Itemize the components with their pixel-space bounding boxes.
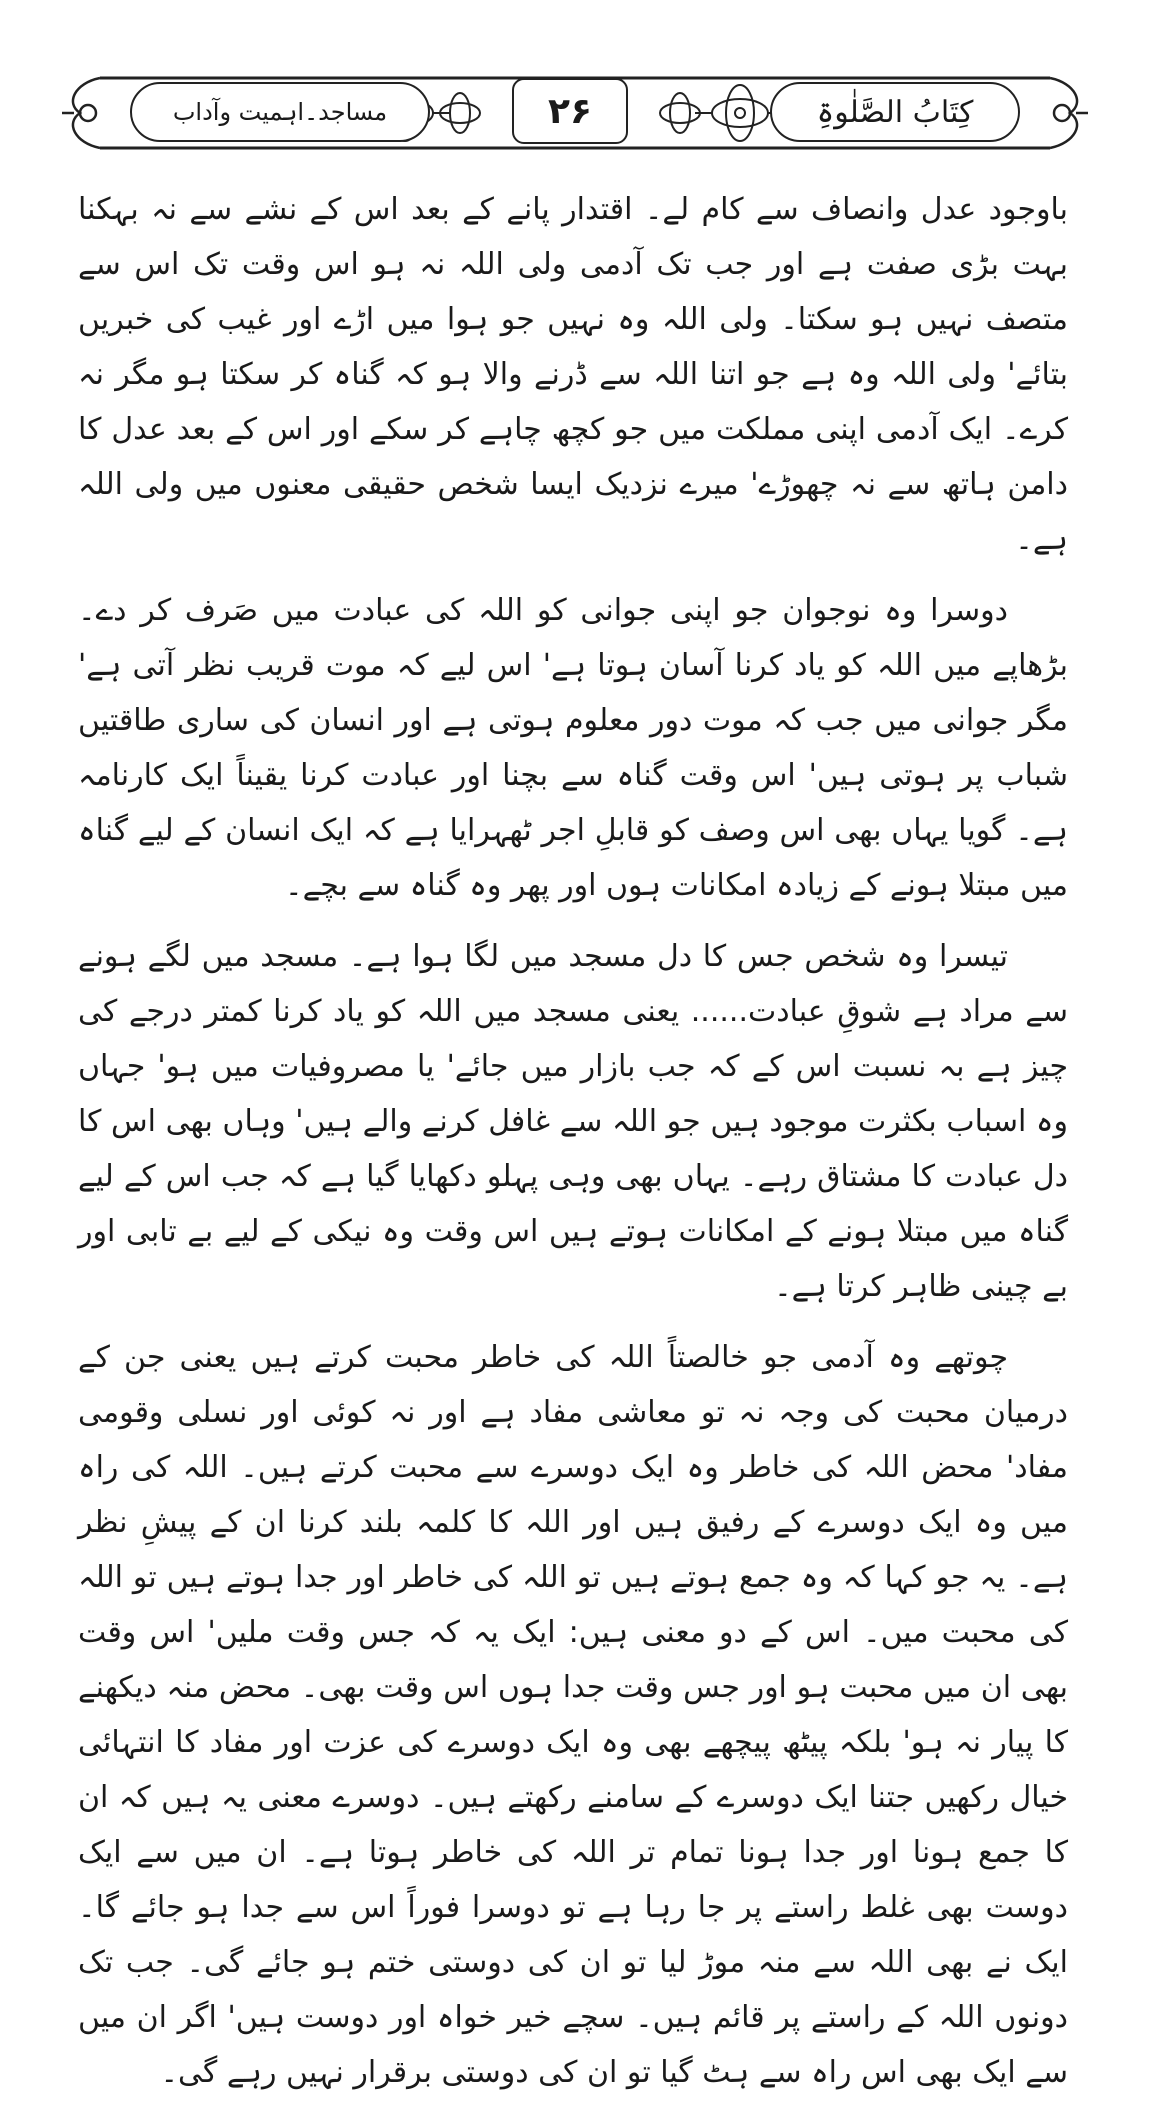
paragraph-1: باوجود عدل وانصاف سے کام لے۔ اقتدار پانے کے بعد اس کے نشے سے نہ بہکنا بہت بڑی صفت ہے اور جب تک آدمی ولی اللہ نہ ہو اس وقت تک اس سے متصف نہیں ہو سکتا۔ ولی اللہ وہ نہیں جو ہوا میں اڑے اور غیب کی خبریں بتائے' ولی اللہ وہ ہے جو اتنا اللہ سے ڈرنے والا ہو کہ گناہ کر سکتا ہو مگر نہ کرے۔ ایک آدمی اپنی مملکت میں جو کچھ چاہے کر سکے اور اس کے بعد عدل کا دامن ہاتھ سے نہ چھوڑے' میرے نزدیک ایسا شخص حقیقی معنوں میں ولی اللہ ہے۔ xyxy=(78,192,1068,557)
book-title-frame xyxy=(770,82,1020,142)
paragraph-2: دوسرا وہ نوجوان جو اپنی جوانی کو اللہ کی عبادت میں صَرف کر دے۔ بڑھاپے میں اللہ کو یاد کرنا آسان ہوتا ہے' اس لیے کہ موت قریب نظر آتی ہے' مگر جوانی میں جب کہ موت دور معلوم ہوتی ہے اور انسان کی ساری طاقتیں شباب پر ہوتی ہیں' اس وقت گناہ سے بچنا اور عبادت کرنا یقیناً ایک کارنامہ ہے۔ گویا یہاں بھی اس وصف کو قابلِ اجر ٹھہرایا ہے کہ ایک انسان کے لیے گناہ میں مبتلا ہونے کے زیادہ امکانات ہوں اور پھر وہ گناہ سے بچے۔ xyxy=(78,593,1068,903)
page-number: ۲۶ xyxy=(548,90,592,132)
section-title-frame xyxy=(130,82,430,142)
body-text xyxy=(78,182,1068,2116)
page-number-frame xyxy=(512,78,628,144)
page-header xyxy=(60,58,1090,168)
section-title: مساجد۔اہمیت وآداب xyxy=(172,98,388,126)
book-title: کِتَابُ الصَّلٰوۃِ xyxy=(816,94,974,130)
paragraph-3: تیسرا وہ شخص جس کا دل مسجد میں لگا ہوا ہے۔ مسجد میں لگے ہونے سے مراد ہے شوقِ عبادت...... یعنی مسجد میں اللہ کو یاد کرنا کمتر درجے کی چیز ہے بہ نسبت اس کے کہ جب بازار میں جائے' یا مصروفیات میں ہو' جہاں وہ اسباب بکثرت موجود ہیں جو اللہ سے غافل کرنے والے ہیں' وہاں بھی اس کا دل عبادت کا مشتاق رہے۔ یہاں بھی وہی پہلو دکھایا گیا ہے کہ جب اس کے لیے گناہ میں مبتلا ہونے کے امکانات ہوتے ہیں اس وقت وہ نیکی کے لیے بے تابی اور بے چینی ظاہر کرتا ہے۔ xyxy=(78,939,1068,1304)
paragraph-4: چوتھے وہ آدمی جو خالصتاً اللہ کی خاطر محبت کرتے ہیں یعنی جن کے درمیان محبت کی وجہ نہ تو معاشی مفاد ہے اور نہ کوئی اور نسلی وقومی مفاد' محض اللہ کی خاطر وہ ایک دوسرے سے محبت کرتے ہیں۔ اللہ کی راہ میں وہ ایک دوسرے کے رفیق ہیں اور اللہ کا کلمہ بلند کرنا ان کے پیشِ نظر ہے۔ یہ جو کہا کہ وہ جمع ہوتے ہیں تو اللہ کی خاطر اور جدا ہوتے ہیں تو اللہ کی محبت میں۔ اس کے دو معنی ہیں: ایک یہ کہ جس وقت ملیں' اس وقت بھی ان میں محبت ہو اور جس وقت جدا ہوں اس وقت بھی۔ محض منہ دیکھنے کا پیار نہ ہو' بلکہ پیٹھ پیچھے بھی وہ ایک دوسرے کی عزت اور مفاد کا انتہائی خیال رکھیں جتنا ایک دوسرے کے سامنے رکھتے ہیں۔ دوسرے معنی یہ ہیں کہ ان کا جمع ہونا اور جدا ہونا تمام تر اللہ کی خاطر ہوتا ہے۔ ان میں سے ایک دوست بھی غلط راستے پر جا رہا ہے تو دوسرا فوراً اس سے جدا ہو جائے گا۔ ایک نے بھی اللہ سے منہ موڑ لیا تو ان کی دوستی ختم ہو جائے گی۔ جب تک دونوں اللہ کے راستے پر قائم ہیں۔ سچے خیر خواہ اور دوست ہیں' اگر ان میں سے ایک بھی اس راہ سے ہٹ گیا تو ان کی دوستی برقرار نہیں رہے گی۔ xyxy=(78,1340,1068,2090)
